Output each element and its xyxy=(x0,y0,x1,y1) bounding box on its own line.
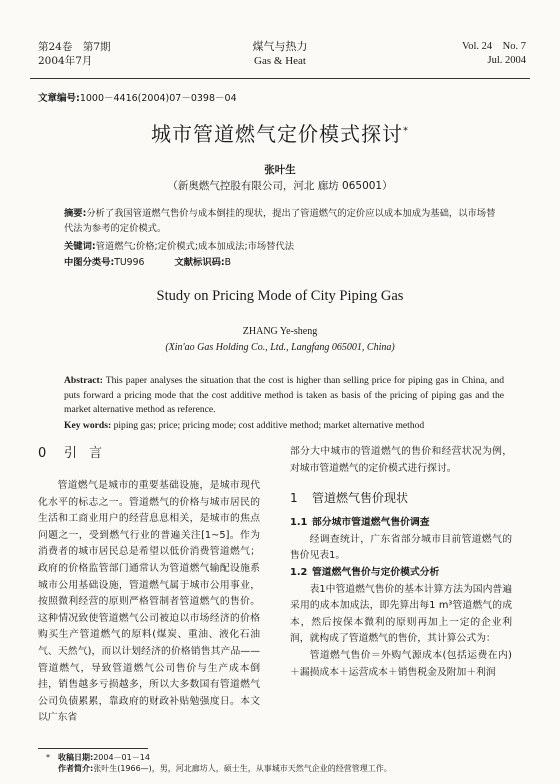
title-footnote-mark: * xyxy=(403,125,409,137)
abstract-cn xyxy=(64,206,504,236)
volume-issue-cn: 第24卷 第7期 xyxy=(38,41,111,53)
subsection-1-2-heading xyxy=(290,565,512,582)
doc-code-value: B xyxy=(224,257,232,268)
journal-name-en: Gas & Heat xyxy=(254,55,306,67)
author-bio xyxy=(58,763,392,774)
abstract-cn-text: 分析了我国管道燃气售价与成本倒挂的现状，提出了管道燃气的定价应以成本加成为基础，以市场替代法为参考的定价模式。 xyxy=(64,208,496,234)
article-number-label: 文章编号: xyxy=(38,93,80,104)
running-header xyxy=(0,40,560,80)
article-number xyxy=(38,90,237,104)
author-bio-label: 作者简介: xyxy=(58,764,94,773)
footnote xyxy=(46,752,392,774)
abstract-en-label: Abstract: xyxy=(64,375,103,386)
section-1-title: 管道燃气售价现状 xyxy=(312,491,409,506)
volume-issue-en: Vol. 24 No. 7 xyxy=(462,41,526,52)
author-en: ZHANG Ye-sheng xyxy=(242,326,318,337)
section-0-title: 引言 xyxy=(64,446,115,461)
abstract-en xyxy=(64,374,504,418)
keywords-cn-text: 管道燃气;价格;定价模式;成本加成法;市场替代法 xyxy=(95,241,295,252)
keywords-cn-label: 关键词: xyxy=(64,241,96,252)
title-cn: 城市管道燃气定价模式探讨 xyxy=(151,122,403,146)
received-date-label: 收稿日期: xyxy=(58,753,94,762)
section-0-number: 0 xyxy=(38,446,47,461)
subsection-1-2-paragraph: 表1中管道燃气售价的基本计算方法为国内普遍采用的成本加成法，即先算出每1 m³管道燃气的成本，然后按保本微利的原则再加上一定的企业利润，就构成了管道燃气的售价，其计算公式为： xyxy=(290,583,512,645)
keywords-en xyxy=(64,420,504,431)
subsection-1-1-number: 1.1 xyxy=(290,517,308,529)
section-1-heading xyxy=(290,489,512,507)
price-formula: 管道燃气售价＝外购气源成本(包括运费在内)＋漏损成本＋运营成本＋销售税金及附加＋利润 xyxy=(290,649,512,678)
author-cn: 张叶生 xyxy=(264,164,296,176)
article-number-value: 1000－4416(2004)07－0398－04 xyxy=(79,93,237,104)
title-en: Study on Pricing Mode of City Piping Gas xyxy=(156,288,404,304)
header-right xyxy=(462,40,526,68)
header-rule xyxy=(30,78,530,79)
doc-code-label: 文献标识码: xyxy=(174,257,225,268)
subsection-1-1-heading xyxy=(290,515,512,532)
affiliation-cn: （新奥燃气控股有限公司，河北 廊坊 065001） xyxy=(167,180,393,192)
footnote-rule xyxy=(38,748,148,749)
date-en: Jul. 2004 xyxy=(487,55,526,66)
subsection-1-2-number: 1.2 xyxy=(290,566,308,578)
received-date-value: 2004－01－14 xyxy=(93,753,150,762)
keywords-en-text: piping gas; price; pricing mode; cost additive method; market alternative method xyxy=(113,420,425,431)
section-1-number: 1 xyxy=(290,491,298,506)
abstract-cn-label: 摘要: xyxy=(64,208,87,219)
left-column xyxy=(38,444,260,727)
journal-name-cn: 煤气与热力 xyxy=(252,40,308,53)
clc-value: TU996 xyxy=(114,257,145,268)
subsection-1-2-title: 管道燃气售价与定价模式分析 xyxy=(312,566,440,578)
clc-label: 中图分类号: xyxy=(64,257,115,268)
abstract-en-text: This paper analyses the situation that the cost is higher than selling price for piping gas in China, and puts forward a pricing mode that the cost additive method is taken as basis of the pricing of piping gas and the market alternative method as reference. xyxy=(64,375,504,415)
footnote-marker: * xyxy=(46,753,50,762)
subsection-1-1-paragraph: 经调查统计，广东省部分城市目前管道燃气的售价见表1。 xyxy=(290,533,512,562)
affiliation-en: (Xin'ao Gas Holding Co., Ltd., Langfang 065001, China) xyxy=(165,342,395,353)
date-cn: 2004年7月 xyxy=(38,55,93,67)
classification-line xyxy=(64,254,231,268)
introduction-paragraph: 管道燃气是城市的重要基础设施，是城市现代化水平的标志之一。管道燃气的价格与城市居民的生活和工商业用户的经营息息相关，是城市的焦点问题之一，受到燃气行业的普遍关注[1~5]。作为消费者的城市居民总是希望以低价消费管道燃气；政府的价格监管部门通常认为管道燃气输配设施系城市公用基础设施，管道燃气属于城市公用事业，按照微利经营的原则严格管制者管道燃气的售价。这种情况致使管道燃气公司被迫以市场经济的价格购买生产管道燃气的原料(煤炭、重油、液化石油气、天然气)，而以计划经济的价格销售其产品——管道燃气，导致管道燃气公司售价与生产成本倒挂，销售越多亏损越多，所以大多数国有管道燃气公司负债累累，靠政府的财政补贴勉强度日。本文以广东省 xyxy=(38,480,260,724)
author-bio-value: 张叶生(1966—)，男，河北廊坊人，硕士生，从事城市天然气企业的经营管理工作。 xyxy=(93,764,392,773)
intro-continuation: 部分大中城市的管道燃气的售价和经营状况为例，对城市管道燃气的定价模式进行探讨。 xyxy=(290,446,512,474)
keywords-en-label: Key words: xyxy=(64,420,112,431)
section-0-heading xyxy=(38,444,260,464)
subsection-1-1-title: 部分城市管道燃气售价调查 xyxy=(312,517,430,529)
keywords-cn xyxy=(64,238,504,252)
right-column xyxy=(290,444,512,681)
title-cn-block xyxy=(0,118,560,147)
received-date xyxy=(58,752,392,763)
